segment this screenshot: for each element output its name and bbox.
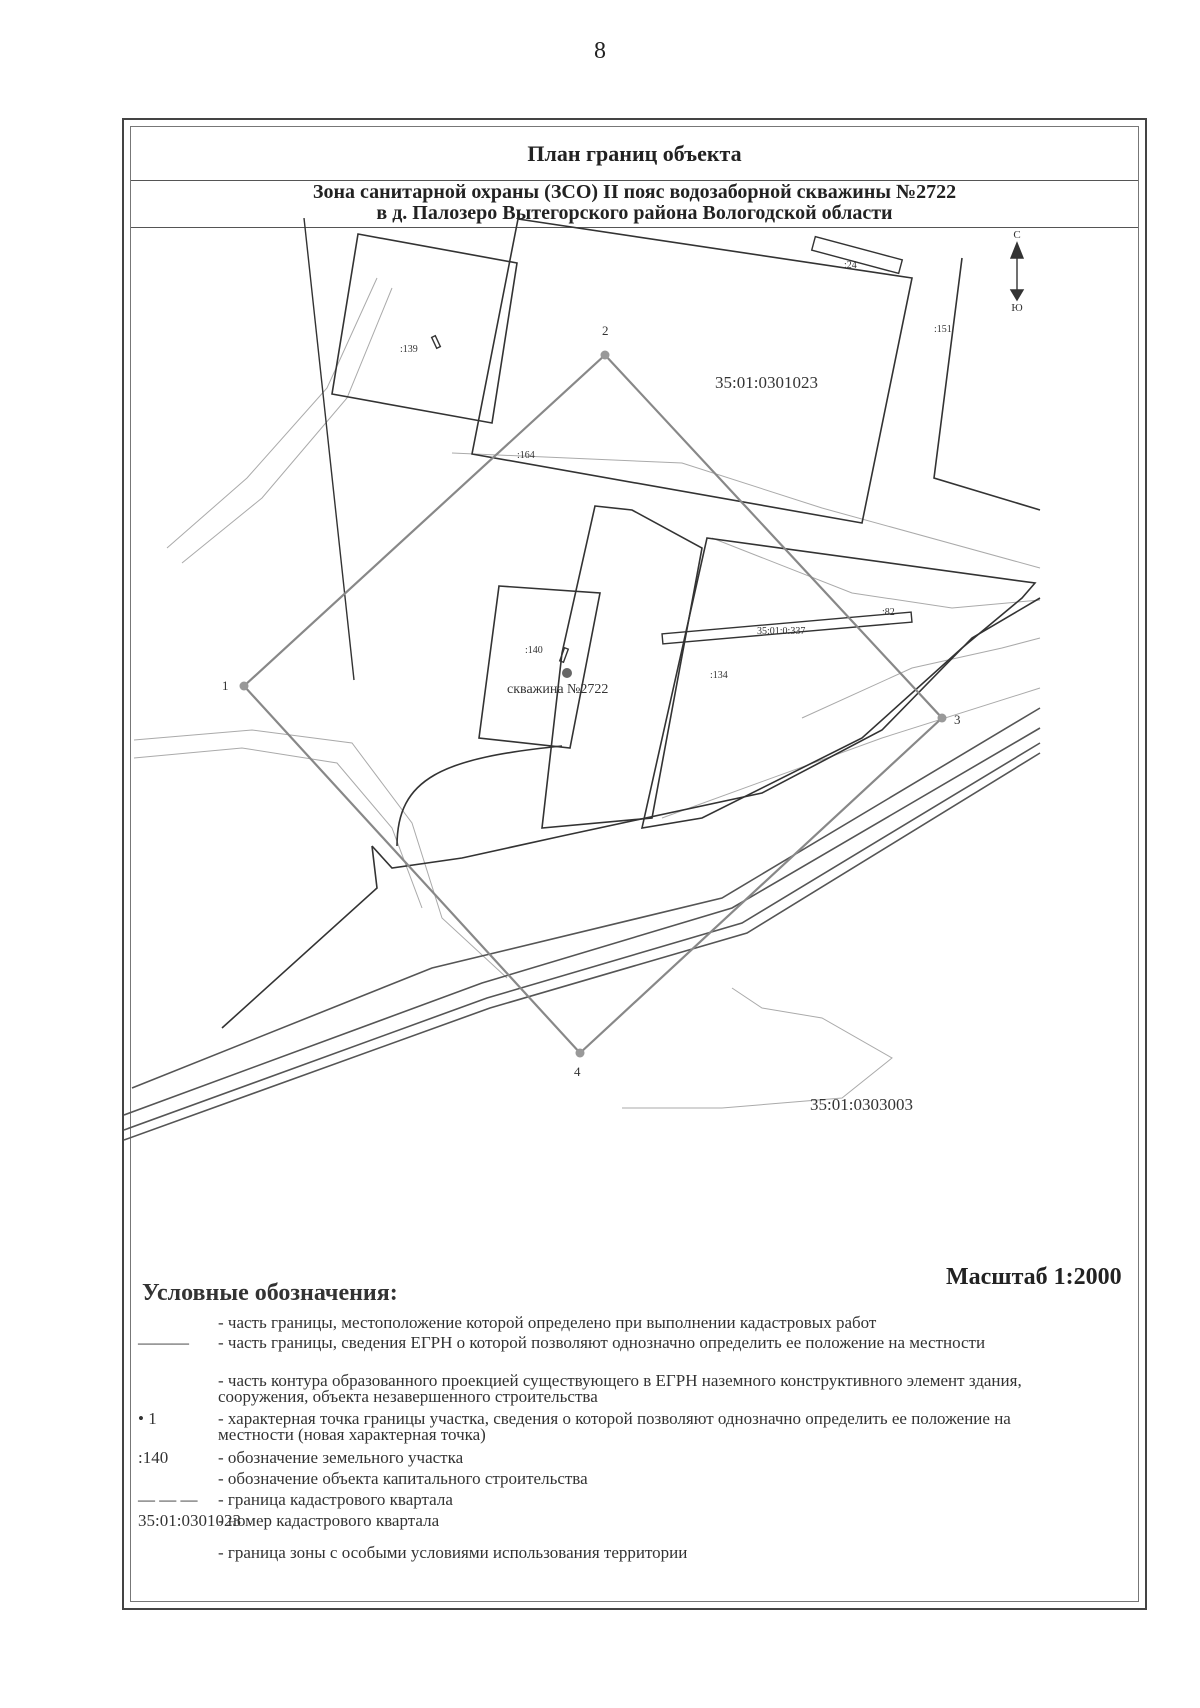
legend-item xyxy=(138,1492,1078,1508)
legend-item xyxy=(138,1513,1078,1529)
legend-item xyxy=(138,1335,1078,1351)
parcel-134 xyxy=(642,538,1035,828)
legend-text: - граница кадастрового квартала xyxy=(218,1490,453,1509)
parcel-curve-inner xyxy=(397,746,562,846)
compass-south: Ю xyxy=(1011,302,1023,314)
parcel-151 xyxy=(934,258,1040,510)
legend-item xyxy=(138,1315,1078,1331)
legend-item xyxy=(138,1545,1078,1561)
well-label: скважина №2722 xyxy=(507,682,609,697)
legend-text: - характерная точка границы участка, сведения о которой позволяют однозначно определить ее положение на местности (новая характерная точка) xyxy=(218,1409,1011,1444)
parcel-label-139: :139 xyxy=(400,344,418,355)
page-number: 8 xyxy=(594,38,606,64)
legend-item xyxy=(138,1450,1078,1466)
parcel-label-134: :134 xyxy=(710,670,728,681)
boundary-vertical xyxy=(304,218,354,680)
legend-text: - граница зоны с особыми условиями использования территории xyxy=(218,1543,688,1562)
legend-symbol: — — — xyxy=(138,1490,198,1509)
road-label: 35:01:0:337 xyxy=(757,626,806,637)
scale-label: Масштаб 1:2000 xyxy=(946,1264,1122,1290)
point-3-marker xyxy=(938,714,947,723)
quarter-number-bottom: 35:01:0303003 xyxy=(810,1095,913,1114)
legend-symbol: :140 xyxy=(138,1448,169,1467)
legend-symbol: 35:01:0301023 xyxy=(138,1511,241,1530)
legend-item xyxy=(138,1471,1078,1487)
point-3-label: 3 xyxy=(954,712,961,727)
point-4-label: 4 xyxy=(574,1064,581,1079)
well-marker xyxy=(562,668,572,678)
parcel-label-82: :82 xyxy=(882,607,895,618)
legend-symbol: ——— xyxy=(138,1333,189,1352)
point-2-marker xyxy=(601,351,610,360)
sanitary-zone-boundary xyxy=(244,355,942,1053)
subtitle-line-1: Зона санитарной охраны (ЗСО) II пояс водозаборной скважины №2722 xyxy=(312,181,957,203)
quarter-number-top: 35:01:0301023 xyxy=(715,373,818,392)
point-1-label: 1 xyxy=(222,678,229,693)
plan-title: План границ объекта xyxy=(131,127,1138,181)
legend-text: - номер кадастрового квартала xyxy=(218,1511,440,1530)
building-139 xyxy=(432,336,441,349)
legend-item xyxy=(138,1373,1078,1405)
legend-text: - часть границы, местоположение которой определено при выполнении кадастровых работ xyxy=(218,1313,877,1332)
compass-north: С xyxy=(1013,229,1021,241)
legend-text: - обозначение земельного участка xyxy=(218,1448,464,1467)
parcel-label-151: :151 xyxy=(934,324,952,335)
parcel-label-164: :164 xyxy=(517,450,535,461)
parcels xyxy=(222,219,1040,1028)
building-24 xyxy=(812,237,903,274)
legend-symbol: • 1 xyxy=(138,1409,157,1428)
parcel-label-140: :140 xyxy=(525,645,543,656)
building-marks xyxy=(432,237,912,663)
cadastral-map xyxy=(122,218,1143,1258)
parcel-curve xyxy=(372,598,1040,868)
parcel-lower xyxy=(222,846,377,1028)
legend-text: - обозначение объекта капитального строительства xyxy=(218,1469,588,1488)
legend-text: - часть границы, сведения ЕГРН о которой позволяют однозначно определить ее положение на местности xyxy=(218,1333,986,1352)
parcel-label-24: :24 xyxy=(844,260,857,271)
compass-icon xyxy=(1011,243,1023,300)
legend-title: Условные обозначения: xyxy=(142,1280,398,1306)
point-4-marker xyxy=(576,1049,585,1058)
subtitle-line-2: в д. Палозеро Вытегорского района Вологодской области xyxy=(376,202,893,224)
boundary-points xyxy=(240,351,947,1058)
road-lines xyxy=(124,708,1040,1140)
parcel-140 xyxy=(479,586,600,748)
point-2-label: 2 xyxy=(602,323,609,338)
parcel-139 xyxy=(332,234,517,423)
point-1-marker xyxy=(240,682,249,691)
legend-text: - часть контура образованного проекцией существующего в ЕГРН наземного конструктивного элемент здания, сооружения, объекта незавершенного строительства xyxy=(218,1371,1022,1406)
legend-item xyxy=(138,1411,1078,1443)
